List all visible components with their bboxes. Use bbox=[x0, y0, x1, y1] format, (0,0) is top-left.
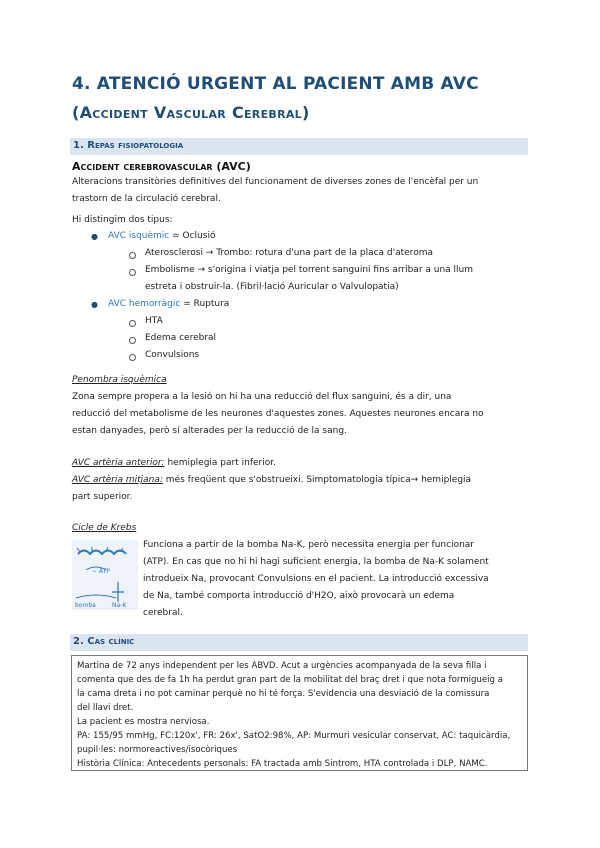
clinical-case-box bbox=[71, 655, 528, 771]
type2-name: AVC hemorràgic bbox=[108, 299, 181, 309]
krebs-sketch-image bbox=[72, 540, 138, 610]
case-line-8: Història Clínica: Antecedents personals: FA tractada amb Sintrom, HTA controlada i DLP, NAMC. bbox=[77, 759, 488, 769]
case-line-1: Martina de 72 anys independent per les ABVD. Acut a urgències acompanyada de la seva filla i bbox=[77, 661, 487, 671]
media-title: AVC artèria mitjana: bbox=[72, 475, 163, 485]
case-line-2: comenta que des de fa 1h ha perdut gran part de la mobilitat del braç dret i que nota formigueig a bbox=[77, 675, 503, 685]
bullet-dot: ● bbox=[91, 232, 98, 241]
types-intro: Hi distingim dos tipus: bbox=[72, 215, 173, 225]
page-subtitle: (Accident Vascular Cerebral) bbox=[72, 103, 310, 122]
penumbra-line-2: reducció del metabolisme de les neurones d'aquestes zones. Aquestes neurones encara no bbox=[72, 409, 484, 419]
type1-name: AVC isquèmic bbox=[108, 231, 170, 241]
case-line-7: pupil·les: normoreactives/isocòriques bbox=[77, 745, 238, 755]
circle-bullet bbox=[129, 337, 136, 344]
type2-item-1: HTA bbox=[145, 316, 163, 326]
case-line-6: PA: 155/95 mmHg, FC:120x', FR: 26x', SatO2:98%, AP: Murmuri vesicular conservat, AC: taquicàrdia, bbox=[77, 731, 511, 741]
avc-subheading: Accident cerebrovascular (AVC) bbox=[72, 160, 251, 173]
page-title: 4. ATENCIÓ URGENT AL PACIENT AMB AVC bbox=[72, 74, 479, 94]
definition-line-2: trastorn de la circulació cerebral. bbox=[72, 194, 221, 204]
circle-bullet bbox=[129, 269, 136, 276]
bullet-dot: ● bbox=[91, 300, 98, 309]
krebs-title: Cicle de Krebs bbox=[72, 523, 137, 533]
krebs-line-3: introdueix Na, provocant Convulsions en el pacient. La introducció excessiva bbox=[143, 574, 489, 584]
krebs-line-4: de Na, també comporta introducció d'H2O, això provocarà un edema bbox=[143, 591, 455, 601]
type1-sub2-line2: estreta i obstruir-la. (Fibril·lació Auricular o Valvulopatia) bbox=[145, 282, 399, 292]
circle-bullet bbox=[129, 252, 136, 259]
sketch-label-nak: Na-K bbox=[112, 602, 127, 609]
type2-line bbox=[108, 296, 229, 314]
anterior-text: hemiplegia part inferior. bbox=[164, 458, 276, 468]
media-line bbox=[72, 472, 527, 490]
penumbra-line-1: Zona sempre propera a la lesió on hi ha una reducció del flux sanguini, és a dir, una bbox=[72, 392, 452, 402]
type2-item-2: Edema cerebral bbox=[145, 333, 217, 343]
type1-rest: = Oclusió bbox=[169, 231, 216, 241]
section-header-2 bbox=[70, 634, 528, 651]
sketch-label-bomba: bomba bbox=[75, 602, 96, 609]
type1-sub1: Aterosclerosi → Trombo: rotura d'una part de la placa d'ateroma bbox=[145, 248, 433, 258]
case-line-3: la cama dreta i no pot caminar perquè no hi té força. S'evidencia una desviació de la comissura bbox=[77, 689, 490, 699]
circle-bullet bbox=[129, 320, 136, 327]
krebs-line-5: cerebral. bbox=[143, 608, 183, 618]
section-header-1 bbox=[70, 138, 528, 155]
penumbra-title: Penombra isquèmica bbox=[72, 375, 167, 385]
krebs-line-1: Funciona a partir de la bomba Na-K, però necessita energia per funcionar bbox=[143, 540, 475, 550]
section-header-2-label: 2. Cas clínic bbox=[73, 636, 135, 647]
anterior-title: AVC artèria anterior: bbox=[72, 458, 165, 468]
type2-rest: = Ruptura bbox=[180, 299, 230, 309]
penumbra-line-3: estan danyades, però sí alterades per la reducció de la sang. bbox=[72, 426, 347, 436]
circle-bullet bbox=[129, 354, 136, 361]
case-line-5: La pacient es mostra nerviosa. bbox=[77, 717, 210, 727]
definition-line-1: Alteracions transitòries definitives del funcionament de diverses zones de l'encèfal per un bbox=[72, 177, 479, 187]
type1-sub2-line1: Embolisme → s'origina i viatja pel torrent sanguini fins arribar a una llum bbox=[145, 265, 474, 275]
media-line-2: part superior. bbox=[72, 492, 133, 502]
anterior-line bbox=[72, 455, 276, 473]
krebs-line-2: (ATP). En cas que no hi hi hagi suficient energia, la bomba de Na-K solament bbox=[143, 557, 489, 567]
type2-item-3: Convulsions bbox=[145, 350, 200, 360]
sketch-formula: ~ ATP bbox=[92, 568, 110, 575]
type1-line bbox=[108, 228, 215, 246]
case-line-4: del llavi dret. bbox=[77, 703, 134, 713]
media-text: més freqüent que s'obstrueixi. Simptomatologia típica→ hemiplegia bbox=[162, 475, 472, 485]
section-header-1-label: 1. Repàs fisiopatologia bbox=[73, 140, 184, 151]
